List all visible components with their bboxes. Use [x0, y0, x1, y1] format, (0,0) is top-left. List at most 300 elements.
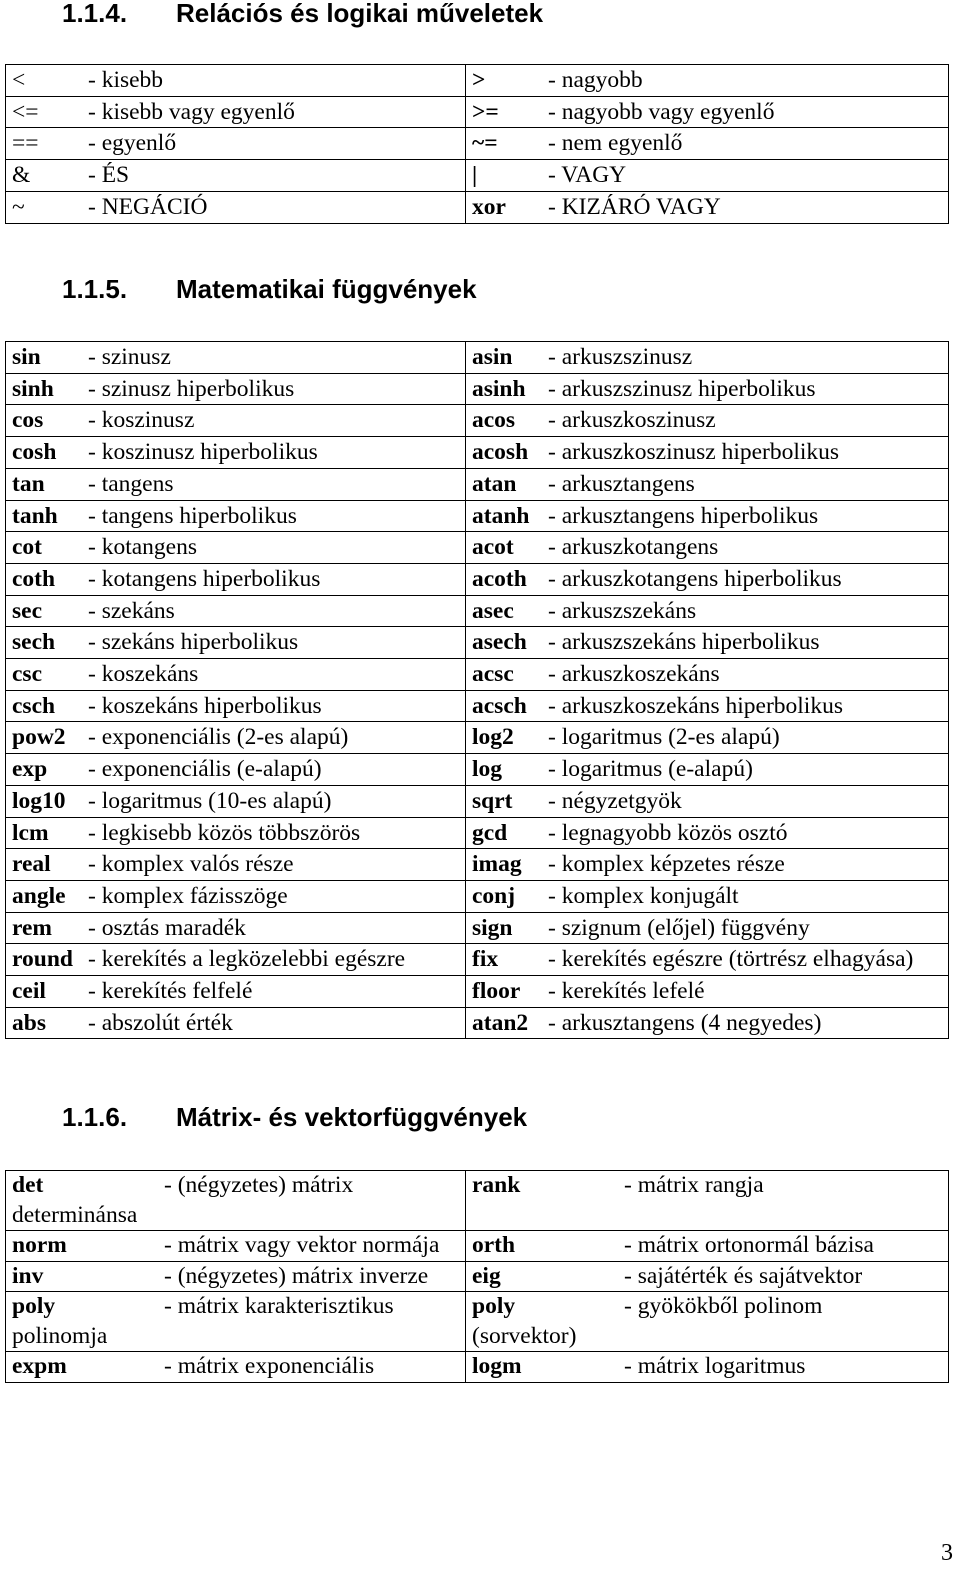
description: - abszolút érték	[88, 1009, 233, 1036]
left-cell-content	[12, 97, 459, 128]
table-row	[6, 468, 949, 500]
description: - nagyobb	[548, 67, 643, 93]
left-cell-content	[12, 342, 459, 373]
left-cell-content	[12, 627, 459, 658]
description: - koszinusz hiperbolikus	[88, 439, 318, 466]
right-cell-content	[472, 944, 942, 975]
right-cell	[466, 405, 949, 437]
right-cell-content	[472, 469, 942, 500]
left-cell	[6, 627, 466, 659]
left-cell	[6, 373, 466, 405]
right-cell-content	[472, 342, 942, 373]
right-cell	[466, 595, 949, 627]
left-cell-content	[12, 374, 459, 405]
description: - osztás maradék	[88, 914, 246, 941]
operator: pow2	[12, 724, 66, 751]
left-cell-content	[12, 849, 459, 880]
left-cell	[6, 1231, 466, 1262]
operator: |	[472, 162, 478, 189]
operator: cos	[12, 407, 44, 434]
description: - kotangens hiperbolikus	[88, 565, 321, 592]
description: - komplex valós része	[88, 851, 294, 878]
left-cell-content	[12, 405, 459, 436]
description: - koszekáns	[88, 661, 199, 688]
left-cell-content	[12, 501, 459, 532]
right-cell-content	[472, 128, 942, 159]
right-cell-content	[472, 976, 942, 1007]
left-cell	[6, 160, 466, 192]
table-row	[6, 437, 949, 469]
operator: norm	[12, 1232, 67, 1258]
operator: acoth	[472, 565, 527, 592]
left-cell	[6, 128, 466, 160]
left-cell-content	[12, 818, 459, 849]
description: - tangens	[88, 470, 174, 497]
right-cell-content	[472, 1231, 942, 1261]
left-cell-content	[12, 564, 459, 595]
left-cell	[6, 690, 466, 722]
right-cell	[466, 1007, 949, 1039]
right-cell-content	[472, 501, 942, 532]
table-row	[6, 690, 949, 722]
left-cell	[6, 1007, 466, 1039]
operator: csc	[12, 661, 43, 688]
left-cell-content	[12, 881, 459, 912]
table-row	[6, 405, 949, 437]
operator: abs	[12, 1009, 46, 1036]
description: - (négyzetes) mátrix determinánsa	[12, 1172, 354, 1228]
operator: xor	[472, 193, 506, 220]
operator: atanh	[472, 502, 530, 529]
left-cell-content	[12, 469, 459, 500]
description: - arkuszkotangens hiperbolikus	[548, 565, 842, 592]
table-row	[6, 817, 949, 849]
left-cell-content	[12, 65, 459, 96]
right-cell	[466, 532, 949, 564]
operator: fix	[472, 946, 499, 973]
operator: sqrt	[472, 787, 513, 814]
description: - szekáns hiperbolikus	[88, 629, 299, 656]
description: - koszinusz	[88, 407, 195, 434]
right-cell	[466, 785, 949, 817]
description: - mátrix karakterisztikus polinomja	[12, 1293, 394, 1349]
operator: sinh	[12, 375, 54, 402]
description: - szinusz hiperbolikus	[88, 375, 295, 402]
description: - komplex konjugált	[548, 882, 739, 909]
right-cell	[466, 1261, 949, 1292]
right-cell-content	[472, 849, 942, 880]
operator: acsch	[472, 692, 527, 719]
left-cell	[6, 944, 466, 976]
operator: asech	[472, 629, 527, 656]
operator: exp	[12, 756, 48, 783]
operator: <=	[12, 98, 39, 125]
operator: rem	[12, 914, 53, 941]
operator: inv	[12, 1262, 44, 1289]
right-cell	[466, 1352, 949, 1383]
operator: log10	[12, 787, 66, 814]
section-title: Matematikai függvények	[176, 274, 477, 304]
description: - nem egyenlő	[548, 130, 683, 157]
operator-name: poly	[472, 1293, 516, 1319]
operator: real	[12, 851, 51, 878]
operator: log2	[472, 724, 514, 751]
operator: rank	[472, 1172, 521, 1198]
left-cell	[6, 563, 466, 595]
table-row	[6, 785, 949, 817]
left-cell	[6, 1352, 466, 1383]
operator: tanh	[12, 502, 58, 529]
description: - kerekítés felfelé	[88, 978, 253, 1005]
left-cell-content	[12, 128, 459, 159]
operator: cosh	[12, 439, 57, 466]
description: - szekáns	[88, 597, 175, 624]
left-cell	[6, 722, 466, 754]
left-cell-content	[12, 976, 459, 1007]
left-cell	[6, 1292, 466, 1352]
operator: tan	[12, 470, 45, 497]
right-cell-content	[472, 722, 942, 753]
description: - sajátérték és sajátvektor	[624, 1262, 863, 1289]
left-cell	[6, 754, 466, 786]
operator: atan2	[472, 1009, 529, 1036]
left-cell-content	[12, 944, 459, 975]
table-row	[6, 1261, 949, 1292]
right-cell	[466, 754, 949, 786]
description: - kotangens	[88, 534, 197, 561]
description: - mátrix logaritmus	[624, 1353, 806, 1379]
left-cell	[6, 468, 466, 500]
description: - NEGÁCIÓ	[88, 193, 208, 220]
right-cell-content	[472, 97, 942, 128]
right-cell	[466, 976, 949, 1008]
right-cell	[466, 128, 949, 160]
matrix-functions-table	[5, 1170, 949, 1383]
right-cell	[466, 563, 949, 595]
description: - legkisebb közös többszörös	[88, 819, 361, 846]
right-cell	[466, 849, 949, 881]
right-cell-content	[472, 1008, 942, 1039]
left-cell-content	[12, 1262, 459, 1292]
operator-note: (sorvektor)	[472, 1322, 577, 1349]
operator: asec	[472, 597, 514, 624]
left-cell	[6, 880, 466, 912]
right-cell	[466, 690, 949, 722]
operator: imag	[472, 851, 522, 878]
description: - mátrix vagy vektor normája	[164, 1232, 440, 1258]
description: - kerekítés egészre (törtrész elhagyása)	[548, 946, 914, 973]
description: - legnagyobb közös osztó	[548, 819, 788, 846]
description: - kisebb vagy egyenlő	[88, 98, 295, 125]
page-number: 3	[941, 1540, 953, 1566]
operator: lcm	[12, 819, 49, 846]
description: - koszekáns hiperbolikus	[88, 692, 322, 719]
description: - logaritmus (2-es alapú)	[548, 724, 780, 751]
right-cell-content	[472, 659, 942, 690]
left-cell-content	[12, 596, 459, 627]
description: - arkuszkoszinusz hiperbolikus	[548, 439, 840, 466]
table-row	[6, 849, 949, 881]
section-number: 1.1.5.	[62, 274, 128, 304]
left-cell-content	[12, 786, 459, 817]
operator: acsc	[472, 661, 514, 688]
description: - arkuszszinusz hiperbolikus	[548, 375, 816, 402]
right-cell	[466, 880, 949, 912]
operator: ceil	[12, 978, 46, 1005]
left-cell	[6, 342, 466, 374]
left-cell-content	[12, 1171, 459, 1230]
left-cell	[6, 1261, 466, 1292]
operator: csch	[12, 692, 56, 719]
table-row	[6, 722, 949, 754]
operator: eig	[472, 1262, 501, 1289]
operator: sech	[12, 629, 56, 656]
operator: orth	[472, 1232, 516, 1258]
description: - mátrix ortonormál bázisa	[624, 1232, 874, 1258]
table-row	[6, 1352, 949, 1383]
right-cell-content	[472, 818, 942, 849]
table-row	[6, 880, 949, 912]
right-cell-content	[472, 596, 942, 627]
description: - gyökökből polinom	[624, 1293, 823, 1319]
section-title: Relációs és logikai műveletek	[176, 0, 544, 28]
operator: >	[472, 67, 486, 93]
description: - kisebb	[88, 67, 164, 93]
left-cell-content	[12, 1352, 459, 1382]
description: - arkuszkoszekáns hiperbolikus	[548, 692, 843, 719]
description: - logaritmus (e-alapú)	[548, 756, 753, 783]
right-cell	[466, 627, 949, 659]
left-cell-content	[12, 659, 459, 690]
left-cell-content	[12, 913, 459, 944]
operator: floor	[472, 978, 521, 1005]
operator: acosh	[472, 439, 529, 466]
table-row	[6, 128, 949, 160]
left-cell-content	[12, 754, 459, 785]
right-cell	[466, 944, 949, 976]
operator: cot	[12, 534, 43, 561]
right-cell-content	[472, 160, 942, 191]
description: - komplex képzetes része	[548, 851, 785, 878]
right-cell	[466, 468, 949, 500]
right-cell	[466, 437, 949, 469]
right-cell	[466, 659, 949, 691]
right-cell-content	[472, 1352, 942, 1382]
description: - KIZÁRÓ VAGY	[548, 193, 721, 220]
description: - egyenlő	[88, 130, 177, 157]
operator: ~	[12, 193, 25, 220]
description: - arkusztangens (4 negyedes)	[548, 1009, 822, 1036]
right-cell-content	[472, 65, 942, 96]
left-cell	[6, 1171, 466, 1231]
operator: sign	[472, 914, 513, 941]
operator: &	[12, 162, 31, 189]
description: - logaritmus (10-es alapú)	[88, 787, 332, 814]
right-cell	[466, 500, 949, 532]
operator: expm	[12, 1353, 67, 1379]
description: - ÉS	[88, 162, 130, 189]
operator: poly	[12, 1293, 56, 1319]
left-cell-content	[12, 1292, 459, 1351]
description: - tangens hiperbolikus	[88, 502, 297, 529]
table-row	[6, 976, 949, 1008]
right-cell-content	[472, 437, 942, 468]
table-row	[6, 342, 949, 374]
table-row	[6, 595, 949, 627]
description: - nagyobb vagy egyenlő	[548, 98, 775, 125]
right-cell-content	[472, 691, 942, 722]
description: - arkuszkoszekáns	[548, 661, 720, 688]
right-cell-content	[472, 754, 942, 785]
table-row	[6, 532, 949, 564]
section-number: 1.1.6.	[62, 1102, 128, 1132]
right-cell	[466, 373, 949, 405]
left-cell	[6, 437, 466, 469]
operator: logm	[472, 1353, 522, 1379]
description: - szinusz	[88, 344, 171, 370]
operator: asinh	[472, 375, 526, 402]
right-cell-content	[472, 913, 942, 944]
right-cell-content	[472, 532, 942, 563]
operator: <	[12, 67, 26, 93]
description: - exponenciális (e-alapú)	[88, 756, 322, 783]
description: - arkusztangens	[548, 470, 695, 497]
relational-operators-table	[5, 64, 949, 224]
right-cell	[466, 191, 949, 223]
table-row	[6, 1292, 949, 1352]
left-cell-content	[12, 532, 459, 563]
right-cell-content	[472, 627, 942, 658]
description: - arkuszszinusz	[548, 344, 693, 370]
operator: ~=	[472, 130, 498, 157]
operator	[472, 1292, 624, 1322]
section-number: 1.1.4.	[62, 0, 128, 28]
left-cell	[6, 785, 466, 817]
right-cell-content	[472, 1262, 942, 1292]
table-row	[6, 160, 949, 192]
left-cell-content	[12, 192, 459, 223]
right-cell-content	[472, 564, 942, 595]
description: - exponenciális (2-es alapú)	[88, 724, 349, 751]
left-cell	[6, 65, 466, 97]
left-cell	[6, 849, 466, 881]
left-cell-content	[12, 1008, 459, 1039]
description: - kerekítés lefelé	[548, 978, 705, 1005]
right-cell	[466, 1231, 949, 1262]
right-cell	[466, 1292, 949, 1352]
table-row	[6, 1007, 949, 1039]
left-cell	[6, 817, 466, 849]
description: - arkusztangens hiperbolikus	[548, 502, 819, 529]
operator: sin	[12, 344, 41, 370]
operator: ==	[12, 130, 39, 157]
right-cell-content	[472, 374, 942, 405]
left-cell-content	[12, 1231, 459, 1261]
left-cell	[6, 405, 466, 437]
right-cell	[466, 96, 949, 128]
table-row	[6, 1171, 949, 1231]
description: - arkuszkoszinusz	[548, 407, 716, 434]
left-cell	[6, 500, 466, 532]
left-cell	[6, 659, 466, 691]
description: - komplex fázisszöge	[88, 882, 288, 909]
right-cell	[466, 1171, 949, 1231]
description: - arkuszszekáns hiperbolikus	[548, 629, 820, 656]
description: - szignum (előjel) függvény	[548, 914, 810, 941]
operator: det	[12, 1172, 44, 1198]
operator: gcd	[472, 819, 508, 846]
right-cell-content	[472, 192, 942, 223]
table-row	[6, 373, 949, 405]
table-row	[6, 96, 949, 128]
table-row	[6, 500, 949, 532]
description: - kerekítés a legközelebbi egészre	[88, 946, 406, 973]
left-cell	[6, 191, 466, 223]
operator: acos	[472, 407, 516, 434]
description: - arkuszszekáns	[548, 597, 697, 624]
left-cell-content	[12, 437, 459, 468]
table-row	[6, 1231, 949, 1262]
table-row	[6, 65, 949, 97]
operator: >=	[472, 98, 499, 125]
operator: coth	[12, 565, 56, 592]
operator: atan	[472, 470, 517, 497]
table-row	[6, 754, 949, 786]
table-row	[6, 659, 949, 691]
right-cell-content	[472, 1171, 942, 1201]
operator: acot	[472, 534, 514, 561]
description: - VAGY	[548, 162, 627, 189]
section-title: Mátrix- és vektorfüggvények	[176, 1102, 528, 1132]
math-functions-table	[5, 341, 949, 1039]
right-cell-content	[472, 1292, 942, 1351]
operator: round	[12, 946, 73, 973]
left-cell	[6, 96, 466, 128]
right-cell	[466, 342, 949, 374]
left-cell	[6, 595, 466, 627]
description: - arkuszkotangens	[548, 534, 719, 561]
table-row	[6, 191, 949, 223]
table-row	[6, 563, 949, 595]
right-cell	[466, 817, 949, 849]
description: - mátrix rangja	[624, 1172, 764, 1198]
right-cell-content	[472, 405, 942, 436]
operator: sec	[12, 597, 43, 624]
description: - (négyzetes) mátrix inverze	[164, 1262, 429, 1289]
operator: conj	[472, 882, 516, 909]
right-cell	[466, 912, 949, 944]
left-cell-content	[12, 691, 459, 722]
description: - mátrix exponenciális	[164, 1353, 375, 1379]
right-cell	[466, 160, 949, 192]
table-row	[6, 912, 949, 944]
table-row	[6, 627, 949, 659]
left-cell-content	[12, 722, 459, 753]
right-cell-content	[472, 881, 942, 912]
operator: angle	[12, 882, 66, 909]
left-cell	[6, 532, 466, 564]
right-cell	[466, 65, 949, 97]
operator: log	[472, 756, 503, 783]
left-cell	[6, 976, 466, 1008]
table-row	[6, 944, 949, 976]
right-cell	[466, 722, 949, 754]
operator: asin	[472, 344, 513, 370]
left-cell-content	[12, 160, 459, 191]
description: - négyzetgyök	[548, 787, 682, 814]
left-cell	[6, 912, 466, 944]
right-cell-content	[472, 786, 942, 817]
